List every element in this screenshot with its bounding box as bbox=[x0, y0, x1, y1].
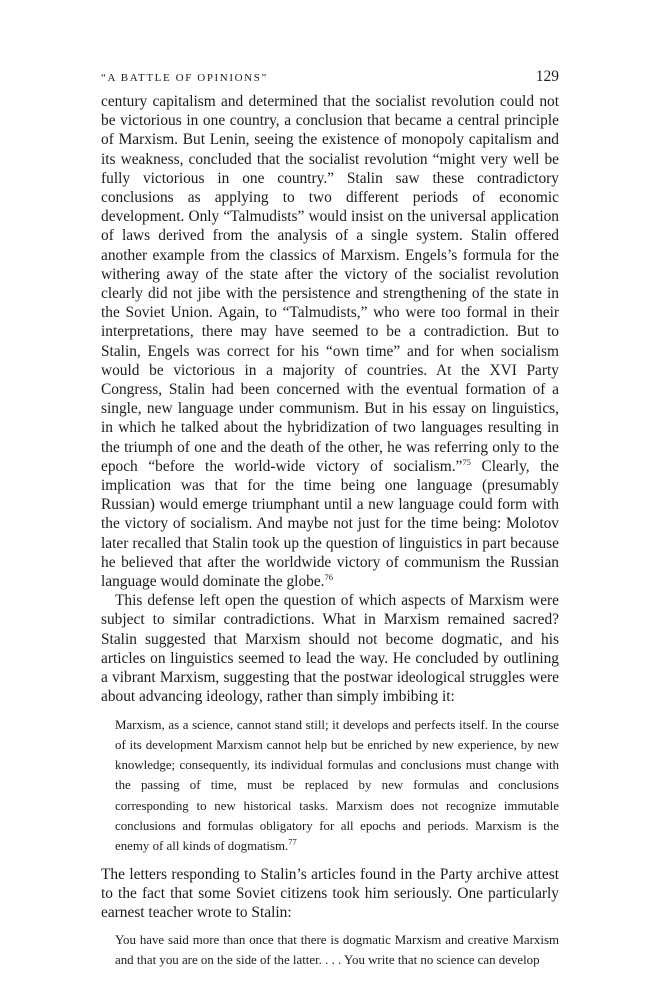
block-quote-1-text bbox=[115, 715, 559, 857]
block-quote-2 bbox=[115, 930, 559, 971]
footnote-ref-76: 76 bbox=[324, 571, 334, 582]
paragraph-3: The letters responding to Stalin’s articles found in the Party archive attest to the fact that some Soviet citizens took him seriously. One particularly earnest teacher wrote to Stalin: bbox=[101, 865, 559, 921]
block-quote-2-text: You have said more than once that there is dogmatic Marxism and creative Marxism and that you are on the side of the latter. . . . You write that no science can develop bbox=[115, 933, 559, 968]
block-quote-1-body: Marxism, as a science, cannot stand still; it develops and perfects itself. In the course of its development Marxism cannot help but be enriched by new experience, by new knowledge; consequently, its individual formulas and conclusions must change with the passing of time, must be replaced by new formulas and conclusions corresponding to new historical tasks. Marxism does not recognize immutable conclusions and formulas obligatory for all epochs and periods. Marxism is the enemy of all kinds of dogmatism. bbox=[115, 717, 559, 854]
paragraph-1-text-a: century capitalism and determined that the socialist revolution could not be victorious in one country, a conclusion that became a central principle of Marxism. But Lenin, seeing the existence of monopoly capitalism and its weakness, concluded that the socialist revolution “might very well be fully victorious in one country.” Stalin saw these contradictory conclusions as applying to two different periods of economic development. Only “Talmudists” would insist on the universal application of laws derived from the analysis of a single system. Stalin offered another example from the classics of Marxism. Engels’s formula for the withering away of the state after the victory of the socialist revolution clearly did not jibe with the persistence and strengthening of the state in the Soviet Union. Again, to “Talmudists,” who were too formal in their interpretations, there may have seemed to be a contradiction. But to Stalin, Engels was correct for his “own time” and for when socialism would be victorious in a majority of countries. At the XVI Party Congress, Stalin had been concerned with the eventual formation of a single, new language under communism. But in his essay on linguistics, in which he talked about the hybridization of two languages resulting in the triumph of one and the death of the other, he was referring only to the epoch “before the world-wide victory of socialism.” bbox=[101, 93, 559, 475]
running-title: “A BATTLE OF OPINIONS” bbox=[101, 72, 268, 84]
footnote-ref-77: 77 bbox=[288, 836, 297, 847]
paragraph-1 bbox=[101, 92, 559, 591]
book-page bbox=[101, 62, 559, 979]
running-head bbox=[101, 62, 559, 92]
block-quote-1 bbox=[115, 715, 559, 857]
paragraph-1-text-b: Clearly, the implication was that for the time being one language (presumably Russian) would emerge triumphant until a new language could form with the victory of socialism. And maybe not just for the time being: Molotov later recalled that Stalin took up the question of linguistics in part because he believed that after the worldwide victory of communism the Russian language would dominate the globe. bbox=[101, 457, 559, 591]
footnote-ref-75: 75 bbox=[462, 456, 471, 467]
paragraph-2: This defense left open the question of which aspects of Marxism were subject to similar contradictions. What in Marxism remained sacred? Stalin suggested that Marxism should not become dogmatic, and his articles on linguistics seemed to lead the way. He concluded by outlining a vibrant Marxism, suggesting that the postwar ideological struggles were about advancing ideology, rather than simply imbibing it: bbox=[101, 592, 559, 706]
page-number: 129 bbox=[535, 68, 559, 85]
